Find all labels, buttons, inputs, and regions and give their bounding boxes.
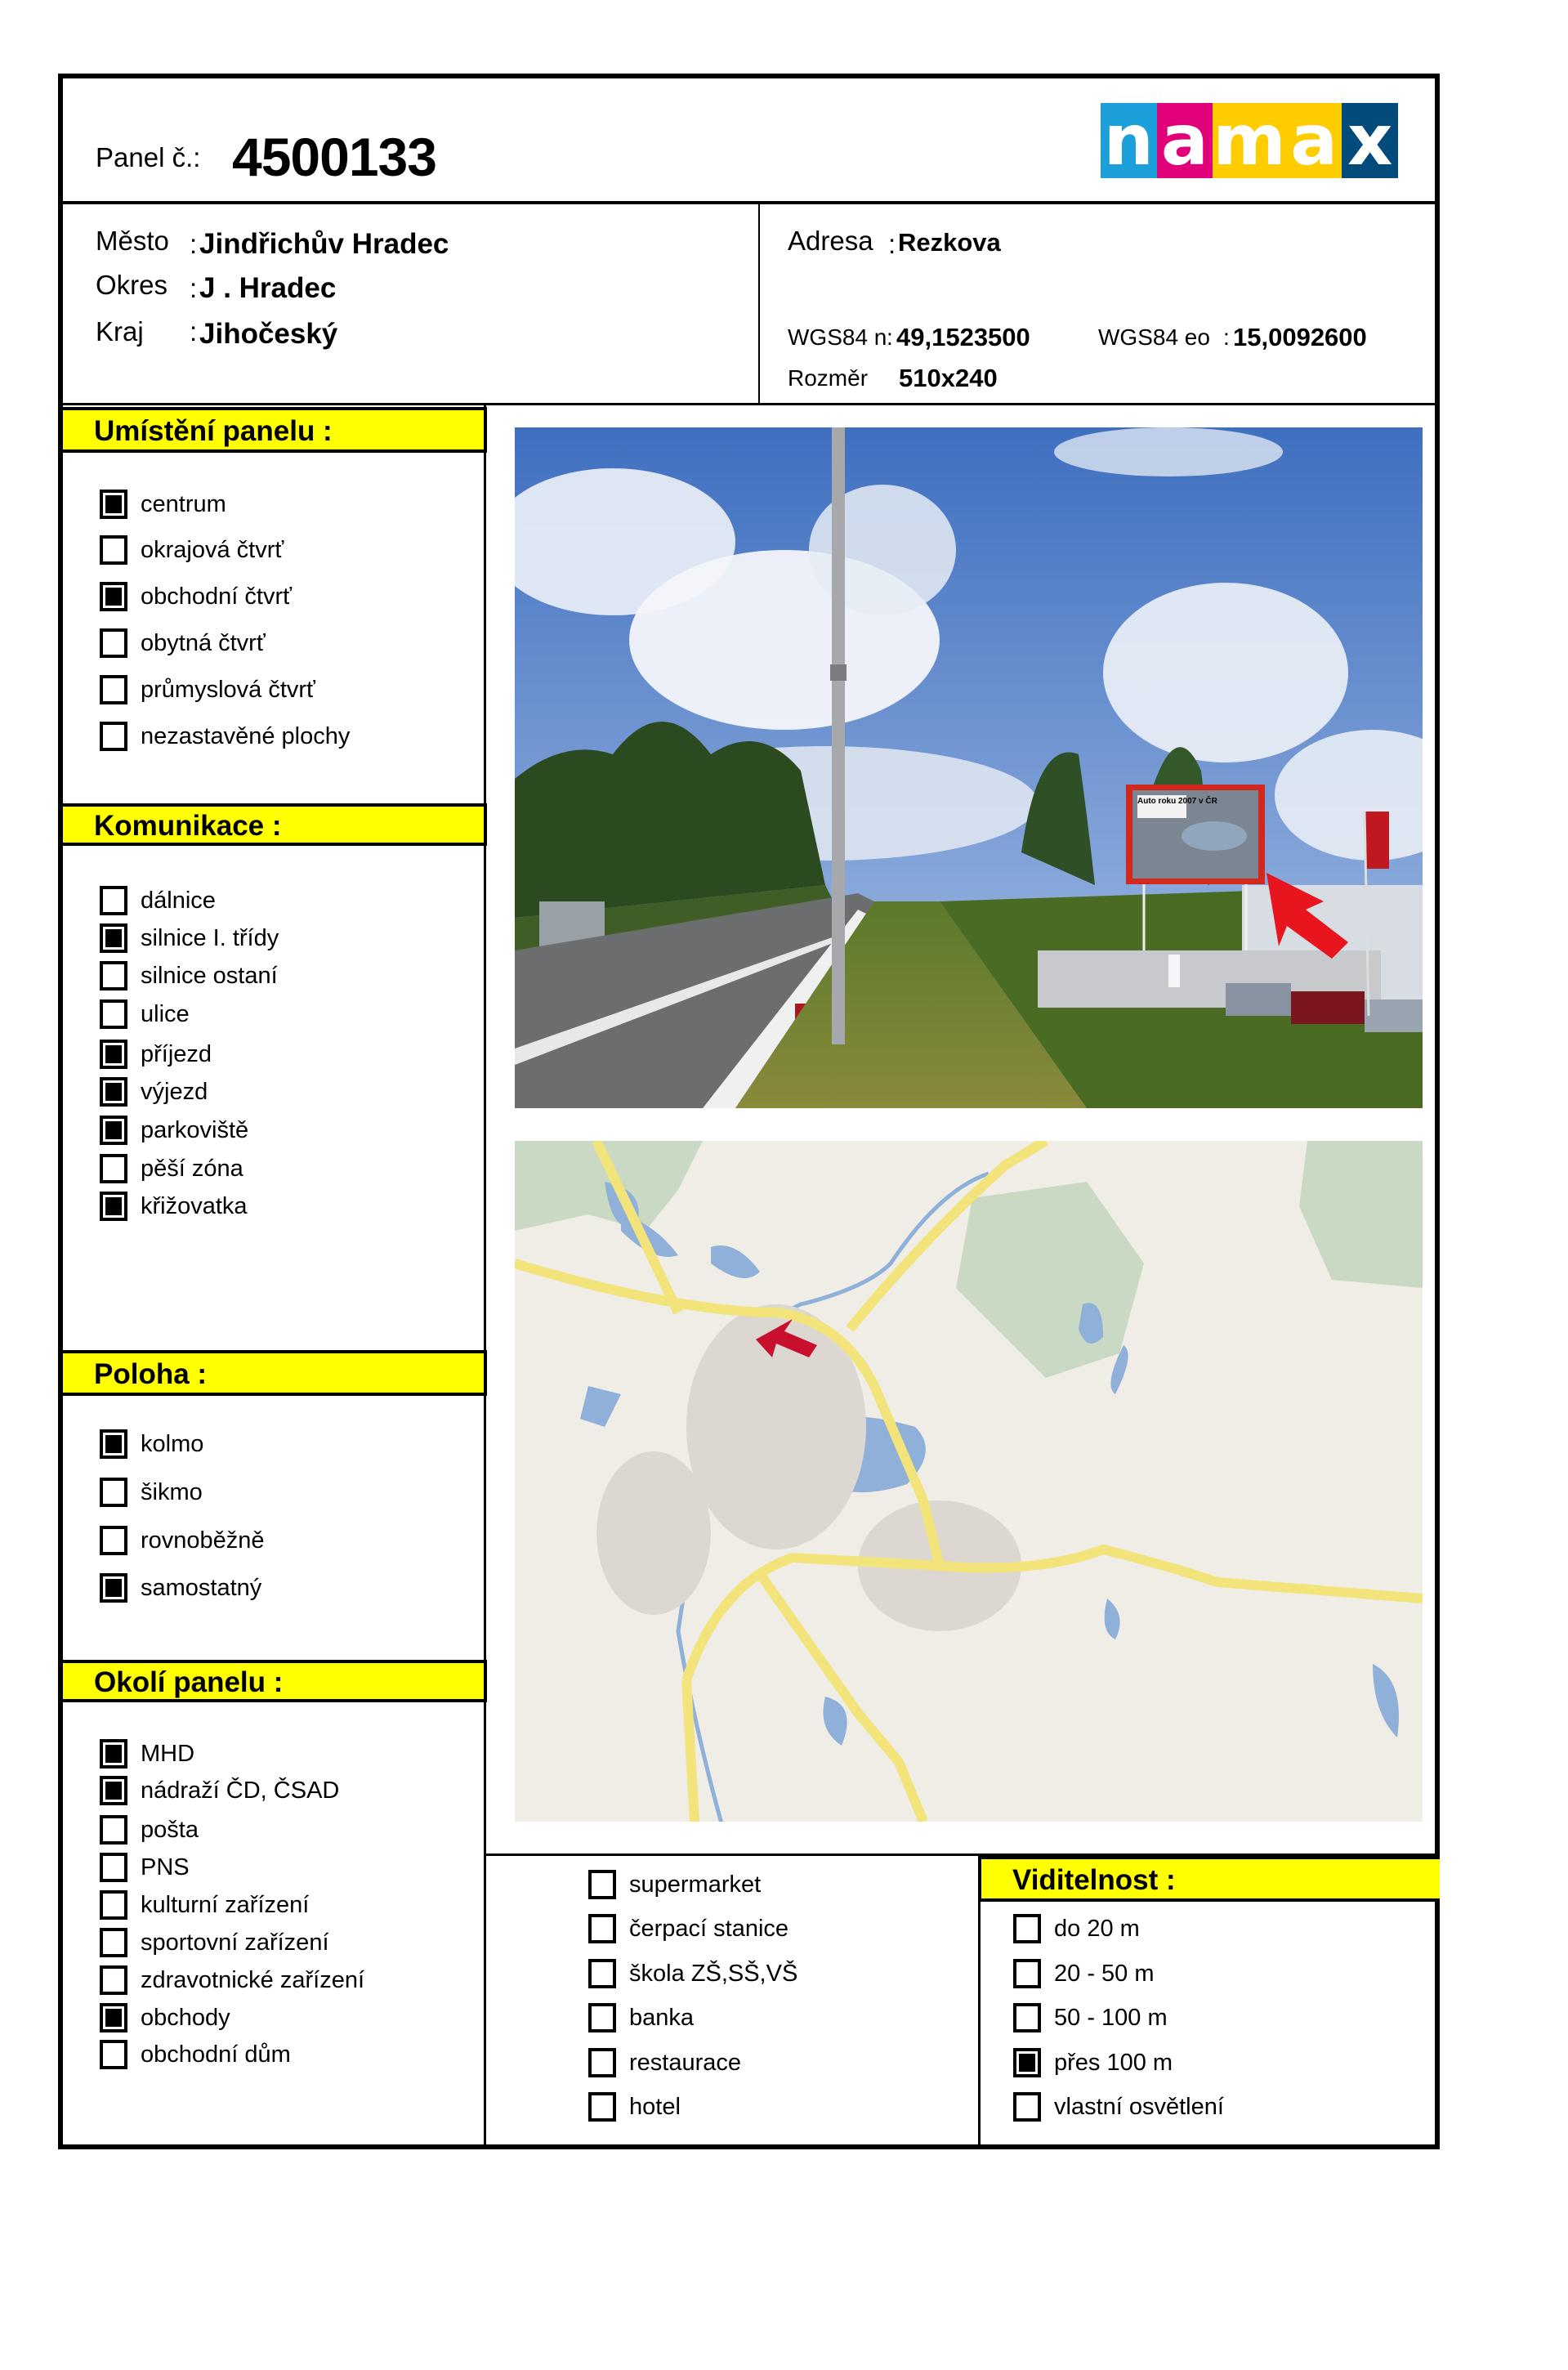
logo-letter: x [1342,103,1398,178]
checkbox[interactable] [100,1478,127,1507]
panel-number-label: Panel č.: [96,142,201,172]
checkbox-checked[interactable] [100,1116,127,1145]
panel-number: 4500133 [232,127,436,187]
checkbox[interactable] [588,2092,616,2122]
kraj-label: Kraj [96,316,144,347]
checkbox-row[interactable] [588,2090,681,2124]
separator: : [887,324,893,350]
checkbox-checked[interactable] [100,923,127,953]
checkbox-row[interactable] [100,883,216,918]
checkbox[interactable] [588,2048,616,2077]
checkbox[interactable] [100,961,127,990]
checkbox[interactable] [588,1870,616,1899]
checkbox-row[interactable] [100,1773,339,1808]
checkbox[interactable] [100,675,127,704]
checkbox-label: zdravotnické zařízení [141,1966,365,1993]
checkbox-label: kolmo [141,1430,204,1457]
checkbox[interactable] [100,535,127,565]
location-photo [515,427,1423,1108]
checkbox-label: samostatný [141,1574,262,1601]
checkbox-row[interactable] [100,1963,364,1997]
checkbox[interactable] [100,722,127,751]
checkbox-label: pošta [141,1816,199,1843]
checkbox-label: ulice [141,1000,190,1027]
checkbox-row[interactable] [100,1523,265,1558]
rozmer-label: Rozměr [788,365,869,391]
checkbox-label: hotel [629,2093,681,2120]
checkbox-checked[interactable] [100,490,127,519]
checkbox-checked[interactable] [100,582,127,611]
checkbox-label: dálnice [141,887,216,914]
checkbox-row[interactable] [100,1737,194,1771]
checkbox-row[interactable] [100,1813,199,1847]
wgs-n-value: 49,1523500 [896,323,1030,351]
separator: : [888,229,896,259]
checkbox-label: MHD [141,1740,195,1767]
checkbox-row[interactable] [588,2046,741,2080]
checkbox[interactable] [1013,2003,1041,2032]
wgs-n-label: WGS84 n [788,324,887,350]
logo-letter: n [1101,103,1157,178]
checkbox-label: šikmo [141,1478,203,1505]
checkbox-label: výjezd [141,1078,208,1105]
checkbox-label: pěší zóna [141,1155,243,1182]
checkbox-label: obchody [141,2004,230,2031]
checkbox-row[interactable] [100,1427,203,1461]
checkbox-checked[interactable] [100,1077,127,1107]
namax-logo [1101,100,1398,181]
checkbox-row[interactable] [100,533,284,567]
checkbox-label: škola ZŠ,SŠ,VŠ [629,1960,798,1987]
checkbox-row[interactable] [100,2001,230,2035]
checkbox-label: centrum [141,490,226,517]
checkbox-label: okrajová čtvrť [141,536,284,563]
checkbox-label: restaurace [629,2049,742,2076]
checkbox-row[interactable] [100,719,350,753]
checkbox[interactable] [100,1154,127,1183]
divider [63,201,1440,204]
checkbox[interactable] [100,1526,127,1555]
section-header-poloha: Poloha : [63,1350,487,1396]
checkbox[interactable] [588,2003,616,2032]
separator: : [190,273,198,303]
wgs-eo-value: 15,0092600 [1233,323,1367,351]
checkbox-row[interactable] [100,997,190,1031]
checkbox-row[interactable] [100,1075,208,1109]
checkbox-label: kulturní zařízení [141,1891,310,1918]
checkbox-label: sportovní zařízení [141,1929,329,1956]
checkbox-row[interactable] [100,1925,329,1960]
checkbox-row[interactable] [1013,2090,1224,2124]
checkbox-row[interactable] [100,1888,309,1922]
checkbox-label: vlastní osvětlení [1054,2093,1224,2120]
checkbox-label: příjezd [141,1040,212,1067]
checkbox-label: 20 - 50 m [1054,1960,1155,1987]
checkbox-row[interactable] [100,487,226,521]
checkbox[interactable] [100,886,127,915]
checkbox[interactable] [1013,1959,1041,1988]
checkbox-row[interactable] [100,2037,291,2072]
separator: : [190,229,198,259]
rozmer-value: 510x240 [899,364,998,392]
divider [758,203,760,403]
logo-letter: a [1157,103,1213,178]
checkbox-label: banka [629,2004,695,2031]
section-header-viditelnost: Viditelnost : [978,1856,1440,1902]
mesto-value: Jindřichův Hradec [199,228,449,260]
checkbox-label: nezastavěné plochy [141,722,351,749]
checkbox-row[interactable] [588,1912,788,1946]
checkbox-label: křižovatka [141,1192,248,1219]
adresa-label: Adresa [788,226,873,256]
divider [63,403,1440,405]
section-header-okoli: Okolí panelu : [63,1660,487,1702]
checkbox-checked[interactable] [100,1776,127,1805]
kraj-value: Jihočeský [199,318,338,350]
checkbox-label: silnice I. třídy [141,924,279,951]
column-divider [484,405,486,2149]
checkbox[interactable] [1013,2092,1041,2122]
checkbox[interactable] [588,1959,616,1988]
location-map [515,1141,1423,1822]
checkbox-row[interactable] [100,673,315,707]
checkbox-row[interactable] [588,2001,694,2035]
checkbox-row[interactable] [100,1037,212,1071]
separator: : [190,316,198,347]
checkbox-checked[interactable] [1013,2048,1041,2077]
checkbox-row[interactable] [100,1475,203,1509]
checkbox-row[interactable] [100,579,292,614]
checkbox-row[interactable] [100,1151,243,1186]
okres-label: Okres [96,270,168,300]
panel-sheet [58,74,1440,2149]
logo-letter: m [1213,100,1286,181]
checkbox-row[interactable] [1013,1912,1140,1946]
checkbox-row[interactable] [100,1571,261,1605]
section-header-umisteni: Umístění panelu : [63,407,487,453]
checkbox-label: rovnoběžně [141,1527,265,1554]
checkbox-row[interactable] [100,626,266,660]
checkbox-checked[interactable] [100,2003,127,2032]
section-header-komunikace: Komunikace : [63,803,487,846]
checkbox-row[interactable] [1013,1956,1155,1991]
checkbox-label: parkoviště [141,1116,249,1143]
checkbox-row[interactable] [100,1113,248,1147]
checkbox-checked[interactable] [100,1429,127,1459]
checkbox-label: do 20 m [1054,1915,1140,1942]
checkbox[interactable] [100,1890,127,1920]
checkbox-label: supermarket [629,1871,762,1898]
okres-value: J . Hradec [199,272,337,304]
checkbox-row[interactable] [588,1867,761,1902]
checkbox-label: nádraží ČD, ČSAD [141,1777,340,1804]
checkbox-label: obytná čtvrť [141,629,266,656]
adresa-value: Rezkova [898,228,1001,257]
mesto-label: Město [96,226,169,256]
checkbox-row[interactable] [100,959,278,993]
checkbox-label: obchodní čtvrť [141,583,292,610]
checkbox[interactable] [100,1815,127,1845]
checkbox[interactable] [100,2040,127,2069]
checkbox-row[interactable] [1013,2001,1168,2035]
checkbox-label: čerpací stanice [629,1915,789,1942]
checkbox[interactable] [588,1914,616,1943]
checkbox-label: silnice ostaní [141,962,278,989]
checkbox-label: průmyslová čtvrť [141,676,315,703]
checkbox-label: přes 100 m [1054,2049,1173,2076]
checkbox-checked[interactable] [100,1192,127,1221]
checkbox[interactable] [1013,1914,1041,1943]
wgs-eo-label: WGS84 eo [1098,324,1210,350]
checkbox[interactable] [100,1853,127,1882]
checkbox-row[interactable] [100,1189,248,1223]
checkbox-label: PNS [141,1854,190,1880]
checkbox-row[interactable] [100,1850,190,1885]
checkbox-checked[interactable] [100,1573,127,1603]
separator: : [1223,324,1230,350]
checkbox-checked[interactable] [100,1040,127,1069]
checkbox-label: 50 - 100 m [1054,2004,1168,2031]
logo-letter: a [1286,103,1342,178]
billboard-text: Auto roku 2007 v ČR [1137,797,1217,806]
checkbox-row[interactable] [1013,2046,1173,2080]
checkbox[interactable] [100,999,127,1029]
checkbox-label: obchodní dům [141,2041,291,2068]
checkbox-row[interactable] [588,1956,797,1991]
checkbox-checked[interactable] [100,1739,127,1769]
checkbox-row[interactable] [100,921,279,955]
checkbox[interactable] [100,1928,127,1957]
checkbox[interactable] [100,628,127,658]
checkbox[interactable] [100,1965,127,1995]
